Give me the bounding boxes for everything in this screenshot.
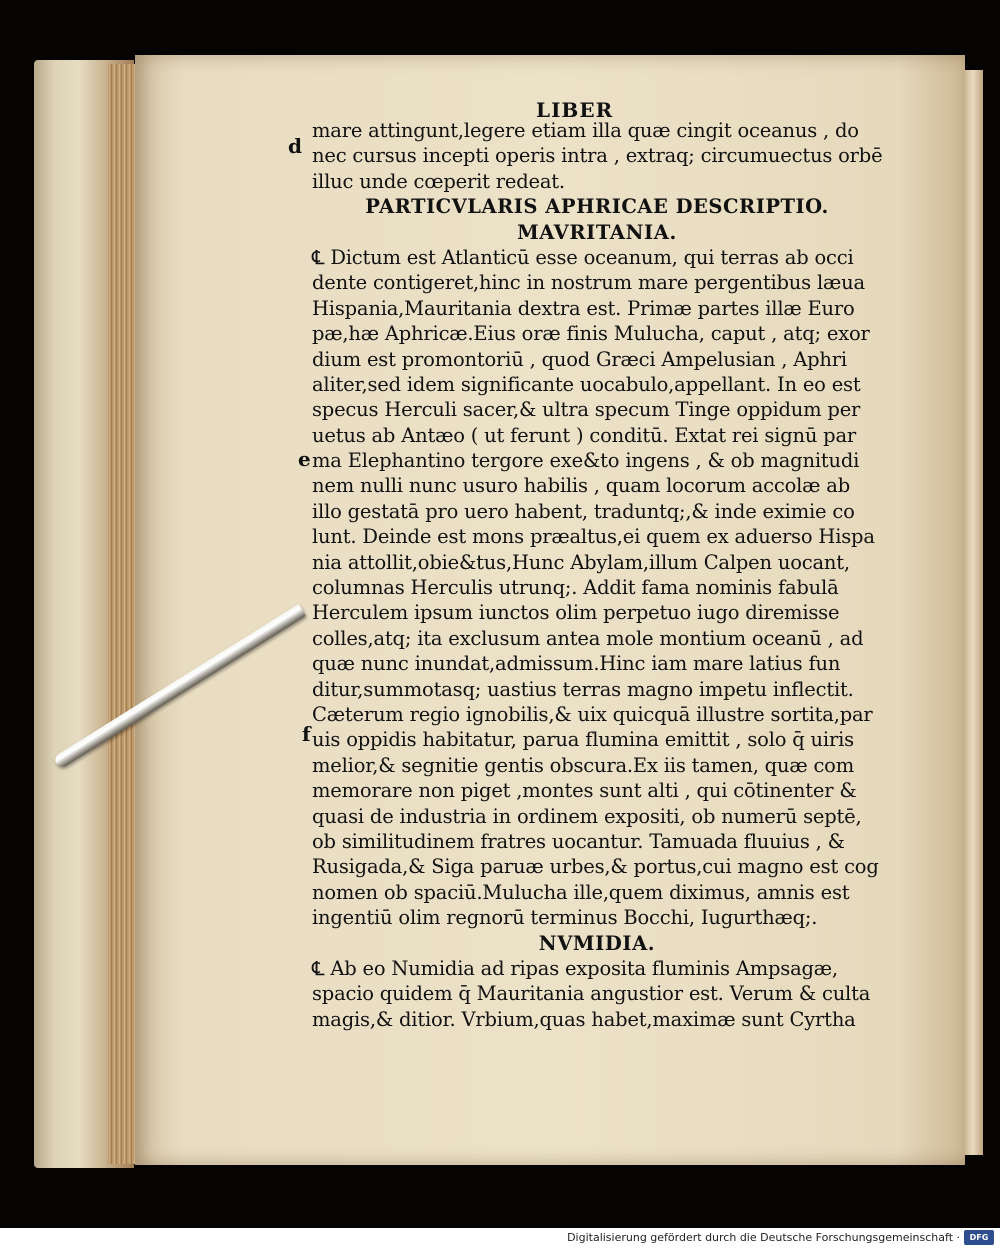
page-text <box>312 118 882 1032</box>
text-line: melior,& segnitie gentis obscura.Ex iis tamen, quæ com <box>312 753 855 777</box>
text-line: aliter,sed idem significante uocabulo,appellant. In eo est <box>312 372 861 396</box>
text-line: spacio quidem q̄ Mauritania angustior est. Verum & culta <box>312 982 871 1006</box>
paragraph-numidia <box>312 956 882 1032</box>
text-line: Herculem ipsum iunctos olim perpetuo iugo diremisse <box>312 601 840 625</box>
text-line: ℄ Dictum est Atlanticū esse oceanum, qui terras ab occi <box>312 245 854 269</box>
margin-mark-d: d <box>288 134 302 158</box>
funding-credit: Digitalisierung gefördert durch die Deutsche Forschungsgemeinschaft · <box>567 1231 960 1244</box>
text-line: ingentiū olim regnorū terminus Bocchi, Iugurthæq;. <box>312 906 818 930</box>
text-line: memorare non piget ,montes sunt alti , qui cōtinenter & <box>312 779 857 803</box>
text-line: specus Herculi sacer,& ultra specum Tinge oppidum per <box>312 398 861 422</box>
text-line: colles,atq; ita exclusum antea mole montium oceanū , ad <box>312 626 864 650</box>
text-line: nem nulli nunc usuro habilis , quam locorum accolæ ab <box>312 474 851 498</box>
text-line: uetus ab Antæo ( ut ferunt ) conditū. Extat rei signū par <box>312 423 857 447</box>
text-line: ob similitudinem fratres uocantur. Tamuada fluuius , & <box>312 829 845 853</box>
text-line: pæ,hæ Aphricæ.Eius oræ finis Mulucha, caput , atq; exor <box>312 322 870 346</box>
dfg-logo: DFG <box>964 1230 994 1245</box>
text-line: ℄ Ab eo Numidia ad ripas exposita fluminis Ampsagæ, <box>312 956 838 980</box>
text-line: Rusigada,& Siga paruæ urbes,& portus,cui magno est cog <box>312 855 879 879</box>
text-line: quæ nunc inundat,admissum.Hinc iam mare latius fun <box>312 652 841 676</box>
text-line: ditur,summotasq; uastius terras magno impetu inflectit. <box>312 677 854 701</box>
text-line: nec cursus incepti operis intra , extraq; circumuectus orbē <box>312 144 883 168</box>
text-line: lunt. Deinde est mons præaltus,ei quem ex aduerso Hispa <box>312 525 875 549</box>
text-line: magis,& ditior. Vrbium,quas habet,maximæ sunt Cyrtha <box>312 1007 856 1031</box>
text-line: quasi de industria in ordinem expositi, ob numerū septē, <box>312 804 862 828</box>
running-head: LIBER <box>536 98 614 122</box>
text-line: illuc unde cœperit redeat. <box>312 169 565 193</box>
text-line: illo gestatā pro uero habent, traduntq;,& inde eximie co <box>312 499 855 523</box>
right-page-edge <box>963 70 983 1155</box>
text-line: dium est promontoriū , quod Græci Ampelusian , Aphri <box>312 347 847 371</box>
paragraph-mauritania <box>312 245 882 931</box>
subsection-heading-numidia: NVMIDIA. <box>538 931 656 955</box>
section-heading: PARTICVLARIS APHRICAE DESCRIPTIO. <box>365 195 829 219</box>
margin-mark-f: f <box>302 722 311 746</box>
text-line: uis oppidis habitatur, parua flumina emittit , solo q̄ uiris <box>312 728 854 752</box>
subsection-heading-mauritania: MAVRITANIA. <box>517 220 677 244</box>
text-line: dente contigeret,hinc in nostrum mare pergentibus læua <box>312 271 865 295</box>
text-line: Cæterum regio ignobilis,& uix quicquā illustre sortita,par <box>312 702 873 726</box>
page-block-edges <box>108 64 136 1164</box>
text-line: ma Elephantino tergore exe&to ingens , & ob magnitudi <box>312 449 860 473</box>
footer-bar <box>0 1228 1000 1249</box>
text-line: Hispania,Mauritania dextra est. Primæ partes illæ Euro <box>312 296 855 320</box>
text-line: columnas Herculis utrunq;. Addit fama nominis fabulā <box>312 576 839 600</box>
text-line: nia attollit,obie&tus,Hunc Abylam,illum Calpen uocant, <box>312 550 850 574</box>
text-line: mare attingunt,legere etiam illa quæ cingit oceanus , do <box>312 119 859 142</box>
text-line: nomen ob spaciū.Mulucha ille,quem diximus, amnis est <box>312 880 850 904</box>
margin-mark-e: e <box>298 447 311 471</box>
